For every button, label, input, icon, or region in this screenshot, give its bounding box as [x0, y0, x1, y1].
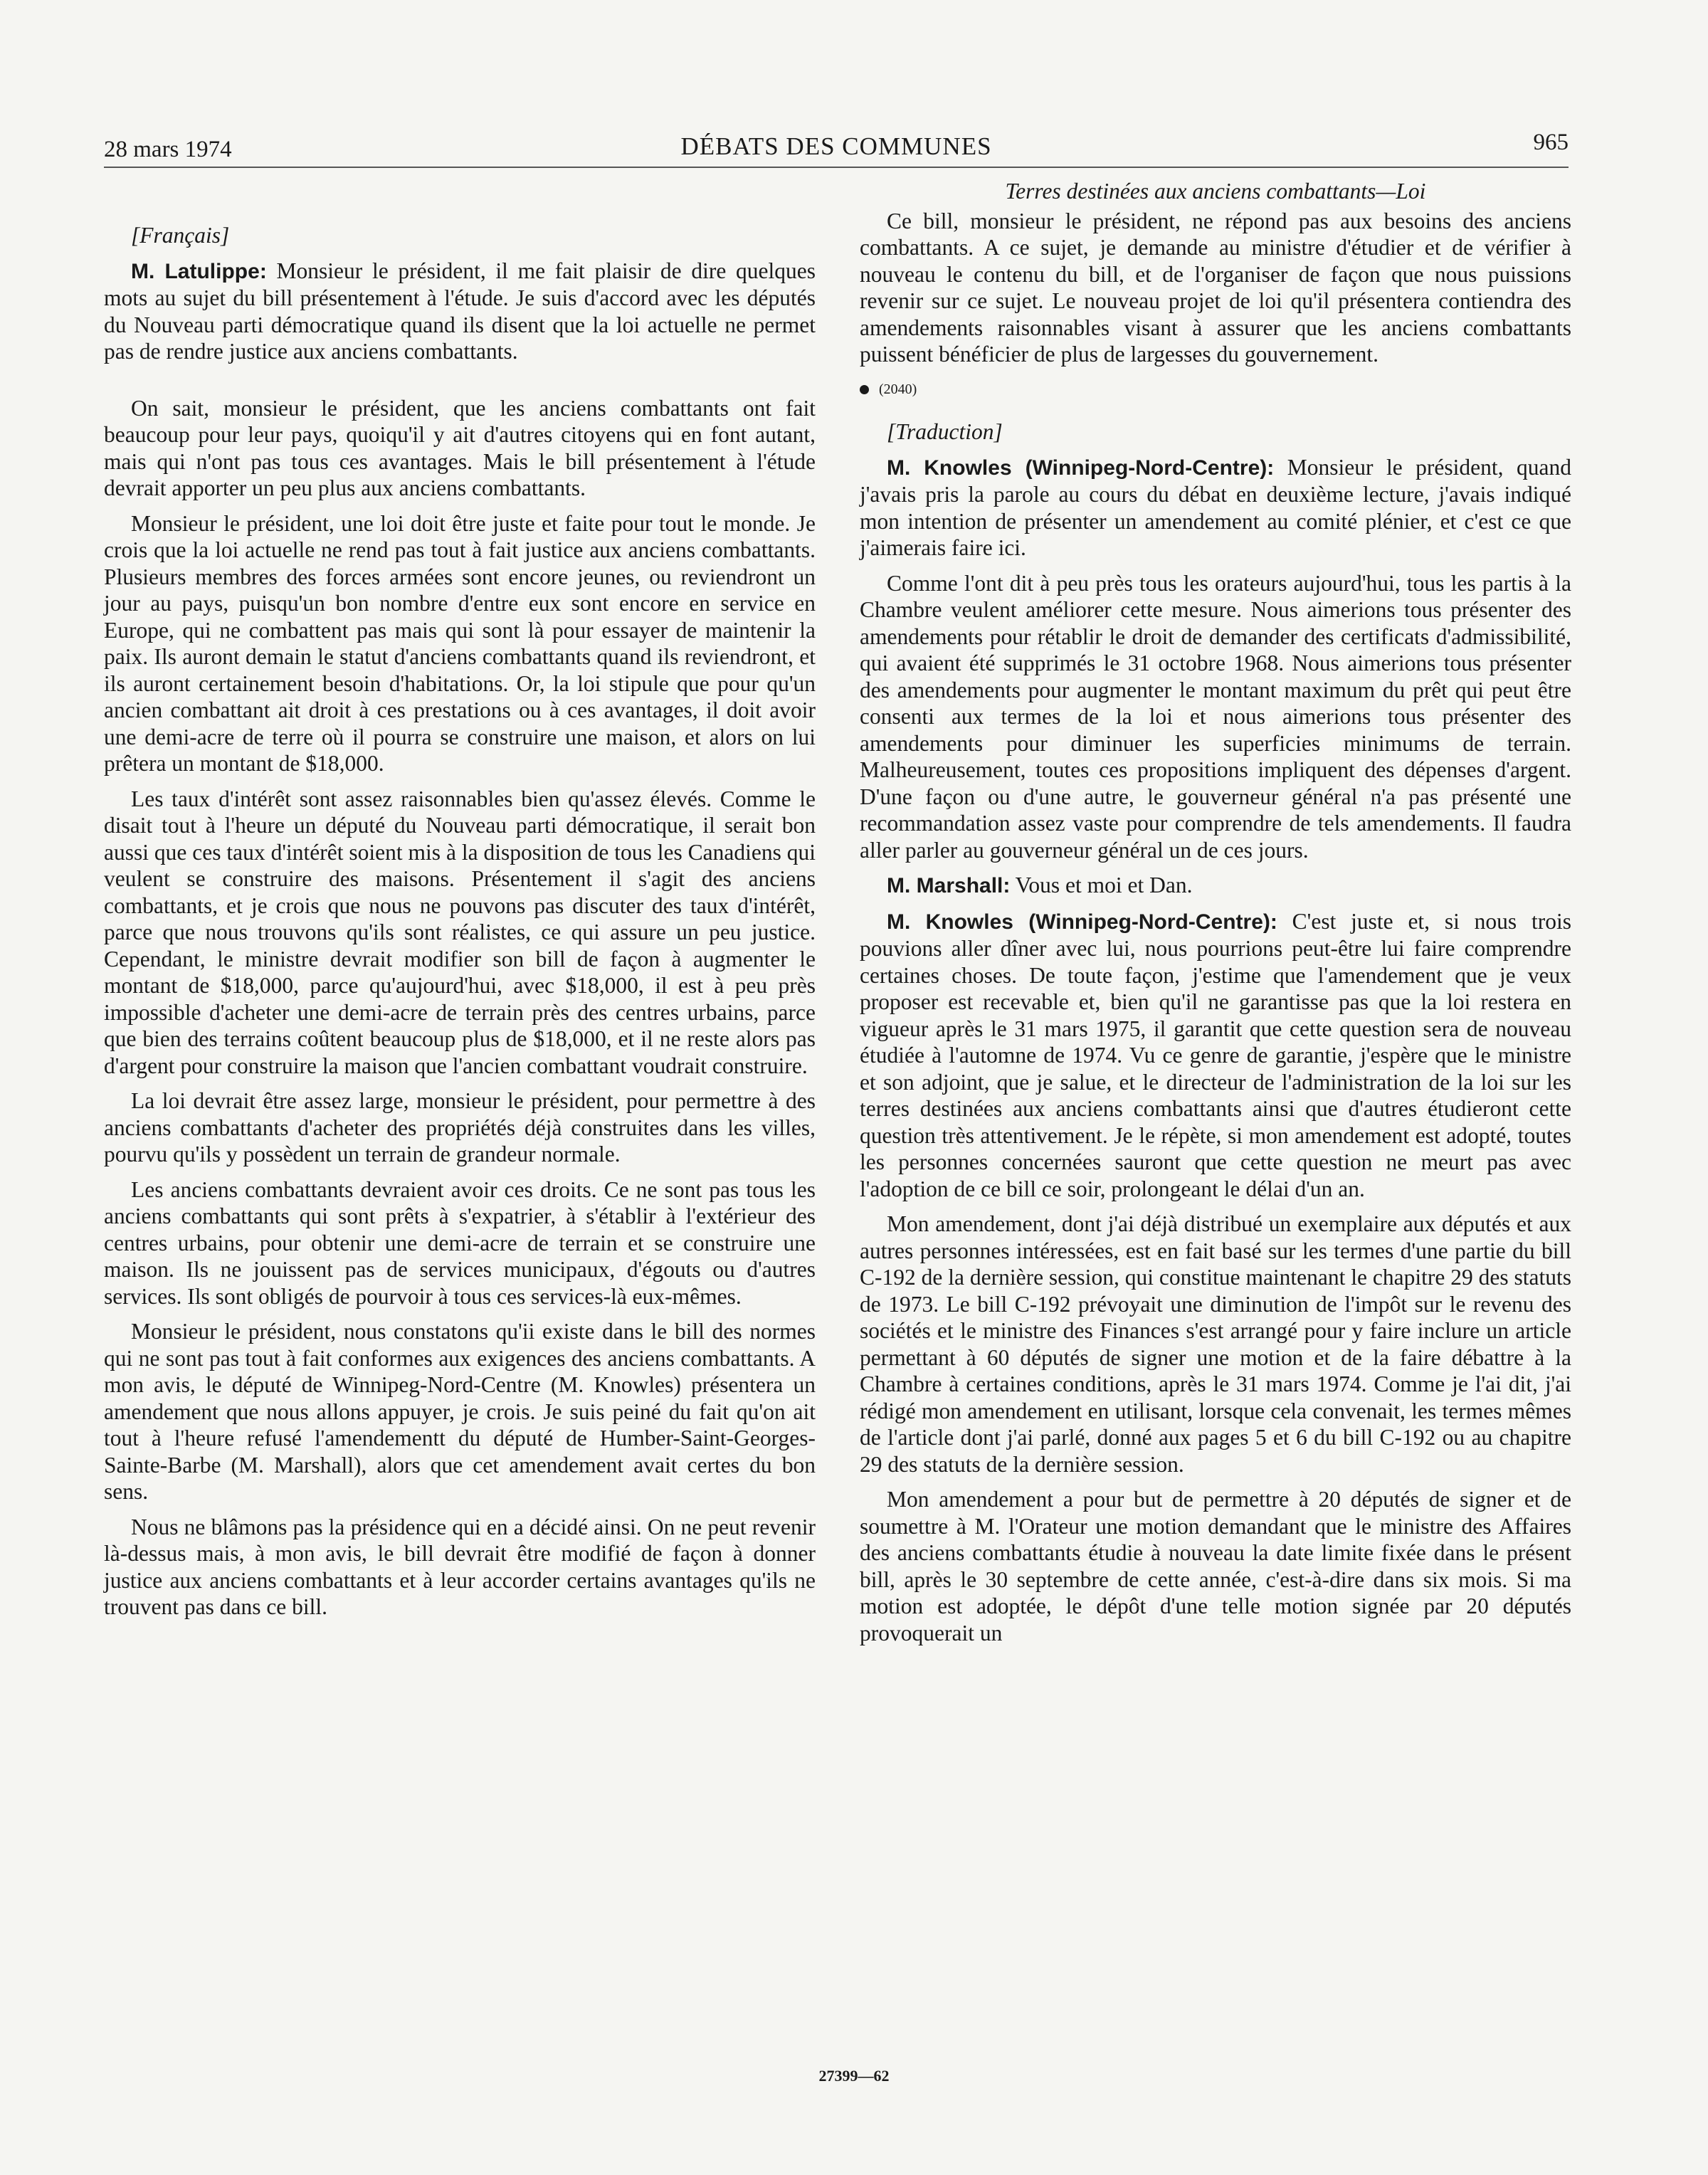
footer-code: 27399—62	[818, 2067, 890, 2085]
time-marker-label: (2040)	[879, 381, 917, 397]
paragraph: Monsieur le président, une loi doit être juste et faite pour tout le monde. Je crois que la loi actuelle ne rend pas tout à fait justice aux anciens combattants. Plusieurs membres des forces armées sont encore jeunes, ou reviendront un jour au pays, puisqu'un bon nombre d'entre eux sont encore en service en Europe, qui ne combattent pas mais qui sont là pour essayer de maintenir la paix. Ils auront demain le statut d'anciens combattants quand ils reviendront, et ils auront certainement besoin d'habitations. Or, la loi stipule que pour qu'un ancien combattant ait droit à ces prestations ou à ces avantages, il doit avoir une demi-acre de terre où il pourra se construire une maison, et alors on lui prêtera un montant de $18,000.	[104, 510, 816, 776]
speaker-name: M. Latulippe:	[131, 259, 267, 283]
paragraph: M. Knowles (Winnipeg-Nord-Centre): C'est juste et, si nous trois pouvions aller dîner avec lui, nous pourrions peut-être lui faire comprendre certaines choses. De toute façon, j'estime que l'amendement que je veux proposer est recevable et, bien qu'il ne garantisse pas que la loi restera en vigueur après le 31 mars 1975, il garantit que cette question sera de nouveau étudiée à l'automne de 1974. Vu ce genre de garantie, j'espère que le ministre et son adjoint, que je salue, et le directeur de l'administration de la loi sur les terres destinées aux anciens combattants ainsi que d'autres étudieront cette question très attentivement. Je le répète, si mon amendement est adopté, toutes les personnes concernées sauront que cette question ne meurt pas avec l'adoption de ce bill ce soir, prolongeant le délai d'un an.	[860, 908, 1571, 1201]
left-column	[104, 178, 816, 1629]
bullet-icon	[860, 385, 869, 394]
paragraph: On sait, monsieur le président, que les anciens combattants ont fait beaucoup pour leur pays, quoiqu'il y ait d'autres citoyens qui en font autant, mais qui n'ont pas tous ces avantages. Mais le bill présentement à l'étude devrait apporter un peu plus aux anciens combattants.	[104, 395, 816, 500]
paragraph: Comme l'ont dit à peu près tous les orateurs aujourd'hui, tous les partis à la Chambre veulent améliorer cette mesure. Nous aimerions tous présenter des amendements pour rétablir le droit de demander des certificats d'admissibilité, qui avaient été supprimés le 31 octobre 1968. Nous aimerions tous présenter des amendements pour augmenter le montant maximum du prêt qui peut être consenti aux termes de la loi et nous aimerions tous présenter des amendements pour diminuer les superficies minimums de terrain. Malheureusement, toutes ces propositions impliquent des dépenses d'argent. D'une façon ou d'une autre, le gouverneur général n'a pas présenté une recommandation assez vaste pour comprendre de tels amendements. Il faudra aller parler au gouverneur général un de ces jours.	[860, 570, 1571, 863]
running-head: Terres destinées aux anciens combattants—Loi	[1005, 179, 1426, 204]
paragraph: Ce bill, monsieur le président, ne répond pas aux besoins des anciens combattants. A ce sujet, je demande au ministre d'étudier et de vérifier à nouveau le contenu du bill, et de l'organiser de façon que nous puissions revenir sur ce sujet. Le nouveau projet de loi qu'il présentera contiendra des amendements raisonnables visant à assurer que les anciens combattants puissent bénéficier de plus de largesses du gouvernement.	[860, 208, 1571, 367]
page-header	[104, 127, 1569, 168]
speaker-name: M. Marshall:	[887, 874, 1011, 897]
paragraph: Nous ne blâmons pas la présidence qui en a décidé ainsi. On ne peut revenir là-dessus mais, à mon avis, le bill devrait être modifié de façon à donner justice aux anciens combattants et à leur accorder certains avantages qu'ils ne trouvent pas dans ce bill.	[104, 1514, 816, 1619]
paragraph: La loi devrait être assez large, monsieur le président, pour permettre à des anciens combattants d'acheter des propriétés déjà construites dans les villes, pourvu qu'ils y possèdent un terrain de grandeur normale.	[104, 1088, 816, 1167]
paragraph: Les anciens combattants devraient avoir ces droits. Ce ne sont pas tous les anciens combattants qui sont prêts à s'expatrier, à s'établir à l'extérieur des centres urbains, pour obtenir une demi-acre de terrain et se construire une maison. Ils ne jouissent pas de services municipaux, d'égouts ou d'autres services. Ils sont obligés de pourvoir à tous ces services-là eux-mêmes.	[104, 1176, 816, 1309]
paragraph: M. Marshall: Vous et moi et Dan.	[887, 873, 1193, 897]
paragraph: Monsieur le président, nous constatons qu'ii existe dans le bill des normes qui ne sont pas tout à fait conformes aux exigences des anciens combattants. A mon avis, le député de Winnipeg-Nord-Centre (M. Knowles) présentera un amendement que nous allons appuyer, je crois. Je suis peiné du fait qu'on ait tout à l'heure refusé l'amendementt du député de Humber-Saint-Georges-Sainte-Barbe (M. Marshall), alors que cet amendement avait certes du bon sens.	[104, 1319, 816, 1504]
paragraph: Les taux d'intérêt sont assez raisonnables bien qu'assez élevés. Comme le disait tout à l'heure un député du Nouveau parti démocratique, il serait bon aussi que ces taux d'intérêt soient mis à la disposition de tous les Canadiens qui veulent se construire des maisons. Présentement il s'agit des anciens combattants, et je crois que nous ne pouvons pas discuter des taux d'intérêt, parce que nous trouvons qu'ils sont réalistes, ce qui assure un peu justice. Cependant, le ministre devrait modifier son bill de façon à augmenter le montant de $18,000, parce qu'aujourd'hui, avec $18,000, il est à peu près impossible d'acheter une demi-acre de terrain près des centres urbains, parce que bien des terrains coûtent beaucoup plus de $18,000, et il ne reste alors pas d'argent pour construire la maison que l'ancien combattant voudrait construire.	[104, 786, 816, 1078]
page-number: 965	[1533, 130, 1569, 155]
right-column	[860, 178, 1571, 1655]
speaker-name: M. Knowles (Winnipeg-Nord-Centre):	[887, 910, 1277, 934]
speaker-name: M. Knowles (Winnipeg-Nord-Centre):	[887, 455, 1275, 480]
language-tag: [Français]	[131, 223, 230, 248]
paragraph: Mon amendement, dont j'ai déjà distribué un exemplaire aux députés et aux autres personnes intéressées, est en fait basé sur les termes d'une partie du bill C-192 de la dernière session, qui constitue maintenant le chapitre 29 des statuts de 1973. Le bill C-192 prévoyait une diminution de l'impôt sur le revenu des sociétés et le ministre des Finances s'est arrangé pour y faire inclure un article permettant à 60 députés de signer une motion et de la faire débattre à la Chambre à certaines conditions, après le 31 mars 1974. Comme je l'ai dit, j'ai rédigé mon amendement en utilisant, lorsque cela convenait, les termes mêmes de l'article dont j'ai parlé, donné aux pages 5 et 6 du bill C-192 ou au chapitre 29 des statuts de la dernière session.	[860, 1211, 1571, 1477]
paragraph: Mon amendement a pour but de permettre à 20 députés de signer et de soumettre à M. l'Orateur une motion demandant que le ministre des Affaires des anciens combattants étudie à nouveau la date limite fixée dans le présent bill, après le 30 septembre de cette année, c'est-à-dire dans six mois. Si ma motion est adoptée, le dépôt d'une telle motion signée par 20 députés provoquerait un	[860, 1487, 1571, 1645]
language-tag: [Traduction]	[887, 419, 1003, 444]
time-marker	[860, 376, 1571, 404]
paragraph: M. Knowles (Winnipeg-Nord-Centre): Monsieur le président, quand j'avais pris la parole au cours du débat en deuxième lecture, j'avais indiqué mon intention de présenter un amendement au comité plénier, et c'est ce que j'aimerais faire ici.	[860, 454, 1571, 560]
paragraph: M. Latulippe: Monsieur le président, il me fait plaisir de dire quelques mots au sujet du bill présentement à l'étude. Je suis d'accord avec les députés du Nouveau parti démocratique quand ils disent que la loi actuelle ne permet pas de rendre justice aux anciens combattants.	[104, 258, 816, 364]
header-title: DÉBATS DES COMMUNES	[680, 132, 992, 160]
header-date: 28 mars 1974	[104, 137, 232, 162]
